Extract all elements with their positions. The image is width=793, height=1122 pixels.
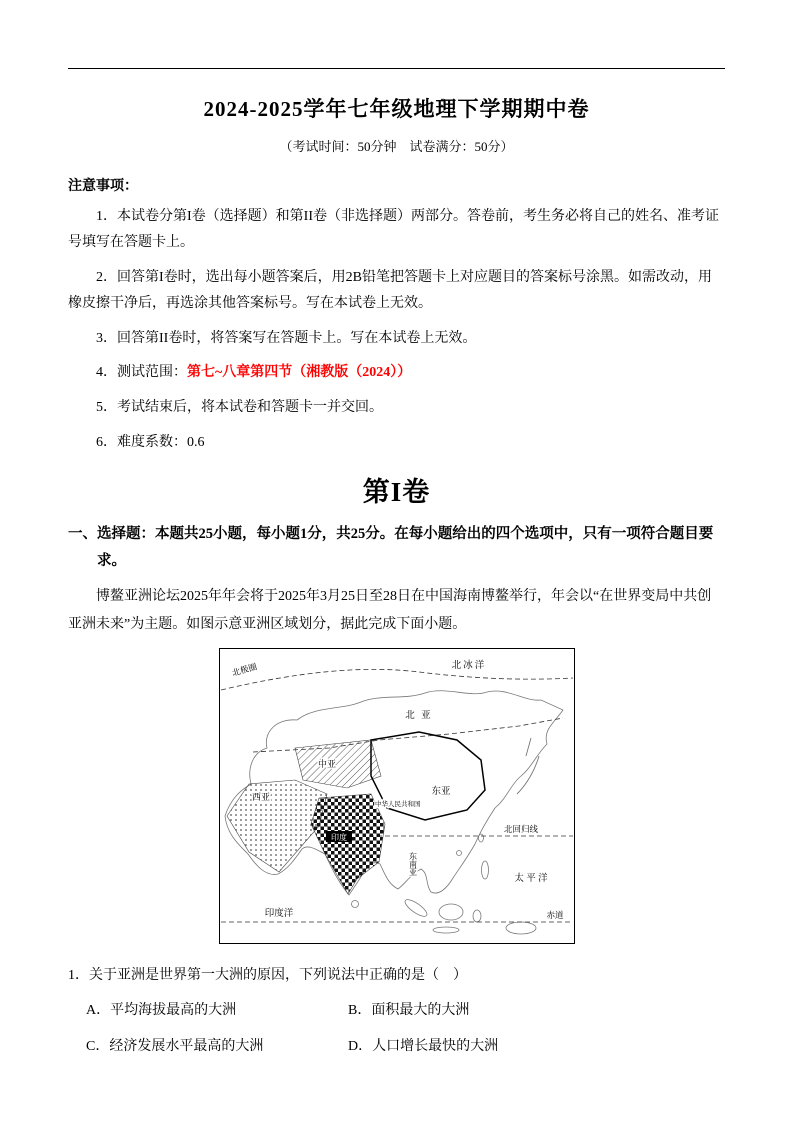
map-label-central-asia: 中亚 — [317, 759, 336, 770]
asia-region-map — [219, 648, 575, 944]
map-label-pacific-ocean: 太 平 洋 — [513, 874, 548, 885]
question-1-stem: 关于亚洲是世界第一大洲的原因，下列说法中正确的是（ ） — [89, 968, 467, 984]
question-1 — [68, 963, 725, 990]
map-label-china: 中华人民共和国 — [374, 801, 420, 809]
map-label-arctic-ocean: 北冰洋 — [451, 661, 486, 672]
question-passage: 博鳌亚洲论坛2025年年会将于2025年3月25日至28日在中国海南博鳌举行，年会以“在世界变局中共创亚洲未来”为主题。如图示意亚洲区域划分，据此完成下面小题。 — [68, 588, 712, 633]
option-b: B．面积最大的大洲 — [348, 1002, 470, 1018]
map-label-equator: 赤道 — [545, 910, 564, 921]
question-1-number: 1． — [68, 968, 89, 984]
notice-item-6: 6．难度系数：0.6 — [96, 435, 205, 451]
notice-heading: 注意事项： — [68, 179, 138, 194]
option-d: D．人口增长最快的大洲 — [348, 1039, 499, 1055]
notice-item-4-prefix: 4．测试范围： — [96, 365, 187, 381]
map-label-tropic-of-cancer: 北回归线 — [503, 824, 538, 835]
map-figure — [68, 648, 725, 949]
map-label-west-asia: 西亚 — [251, 792, 270, 803]
map-label-east-asia: 东亚 — [430, 787, 451, 798]
question-1-options — [68, 998, 725, 1061]
notice-item-1: 1．本试卷分第I卷（选择题）和第II卷（非选择题）两部分。答卷前，考生务必将自己的姓名、准考证号填写在答题卡上。 — [68, 209, 719, 250]
header-divider — [68, 68, 725, 69]
option-c: C．经济发展水平最高的大洲 — [86, 1039, 264, 1055]
volume-title: 第I卷 — [362, 477, 431, 508]
exam-meta: （考试时间：50分钟 试卷满分：50分） — [279, 139, 514, 154]
section-instructions: 一、选择题：本题共25小题，每小题1分，共25分。在每小题给出的四个选项中，只有一项符合题目要求。 — [68, 526, 714, 569]
page-title: 2024-2025学年七年级地理下学期期中卷 — [203, 97, 590, 121]
option-a: A．平均海拔最高的大洲 — [86, 1002, 237, 1018]
notice-item-4 — [68, 360, 725, 386]
map-label-north-asia: 北 亚 — [404, 711, 433, 722]
notice-item-5: 5．考试结束后，将本试卷和答题卡一并交回。 — [96, 400, 383, 416]
notice-item-2: 2．回答第I卷时，选出每小题答案后，用2B铅笔把答题卡上对应题目的答案标号涂黑。如需改动，用橡皮擦干净后，再选涂其他答案标号。写在本试卷上无效。 — [68, 269, 712, 311]
map-label-arctic-circle: 北极圈 — [230, 661, 258, 679]
notice-item-4-scope: 第七~八章第四节（湘教版（2024）） — [187, 365, 412, 381]
map-label-india: 印度 — [330, 833, 347, 843]
map-label-southeast-asia: 东南亚 — [408, 852, 417, 877]
map-label-indian-ocean: 印度洋 — [264, 909, 293, 920]
notice-item-3: 3．回答第II卷时，将答案写在答题卡上。写在本试卷上无效。 — [96, 330, 477, 346]
